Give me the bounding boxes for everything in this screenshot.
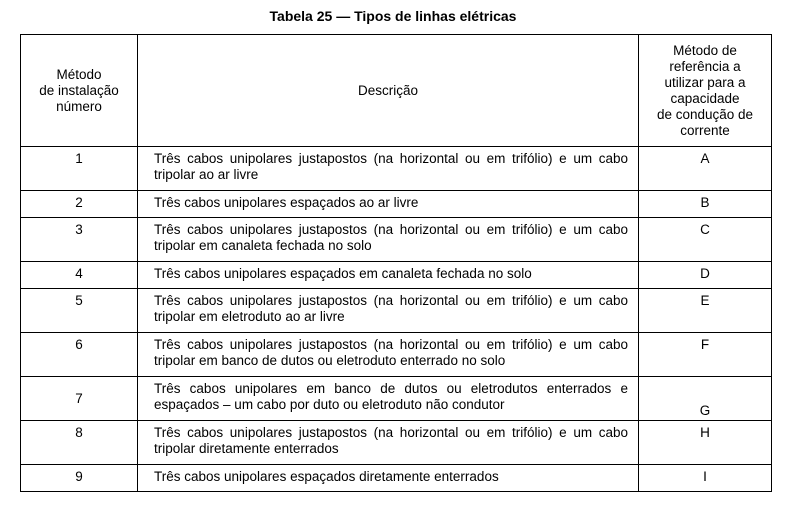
table-row: [21, 147, 772, 191]
row-number: 1: [21, 147, 138, 191]
row-description: Três cabos unipolares justapostos (na horizontal ou em trifólio) e um cabo tripolar diretamente enterrados: [138, 421, 639, 465]
row-description: Três cabos unipolares espaçados ao ar livre: [138, 191, 639, 218]
row-number: 2: [21, 191, 138, 218]
header-description: Descrição: [138, 35, 639, 147]
row-number: 8: [21, 421, 138, 465]
table-row: [21, 191, 772, 218]
row-number: 7: [21, 377, 138, 421]
row-reference: I: [639, 465, 772, 492]
row-reference: G: [639, 377, 772, 421]
row-number: 5: [21, 289, 138, 333]
row-reference: A: [639, 147, 772, 191]
table-title: Tabela 25 — Tipos de linhas elétricas: [269, 8, 517, 24]
row-number: 4: [21, 262, 138, 289]
table-row: [21, 262, 772, 289]
row-description: Três cabos unipolares justapostos (na horizontal ou em trifólio) e um cabo tripolar em canaleta fechada no solo: [138, 218, 639, 262]
row-number: 3: [21, 218, 138, 262]
header-reference-method: Método de referência a utilizar para a capacidade de condução de corrente: [639, 35, 772, 147]
table-row: [21, 465, 772, 492]
row-reference: H: [639, 421, 772, 465]
row-description: Três cabos unipolares justapostos (na horizontal ou em trifólio) e um cabo tripolar em eletroduto ao ar livre: [138, 289, 639, 333]
row-reference: C: [639, 218, 772, 262]
row-reference: E: [639, 289, 772, 333]
table-row: [21, 377, 772, 421]
row-description: Três cabos unipolares espaçados diretamente enterrados: [138, 465, 639, 492]
table-row: [21, 333, 772, 377]
row-description: Três cabos unipolares justapostos (na horizontal ou em trifólio) e um cabo tripolar ao ar livre: [138, 147, 639, 191]
table-row: [21, 218, 772, 262]
header-method-number: Método de instalação número: [21, 35, 138, 147]
header-row: [21, 35, 772, 147]
table-row: [21, 421, 772, 465]
row-number: 9: [21, 465, 138, 492]
row-reference: F: [639, 333, 772, 377]
row-description: Três cabos unipolares em banco de dutos ou eletrodutos enterrados e espaçados – um cabo por duto ou eletroduto não condutor: [138, 377, 639, 421]
row-number: 6: [21, 333, 138, 377]
row-description: Três cabos unipolares espaçados em canaleta fechada no solo: [138, 262, 639, 289]
row-description: Três cabos unipolares justapostos (na horizontal ou em trifólio) e um cabo tripolar em banco de dutos ou eletroduto enterrado no solo: [138, 333, 639, 377]
table-row: [21, 289, 772, 333]
row-reference: D: [639, 262, 772, 289]
electrical-lines-table: [20, 34, 772, 492]
row-reference: B: [639, 191, 772, 218]
